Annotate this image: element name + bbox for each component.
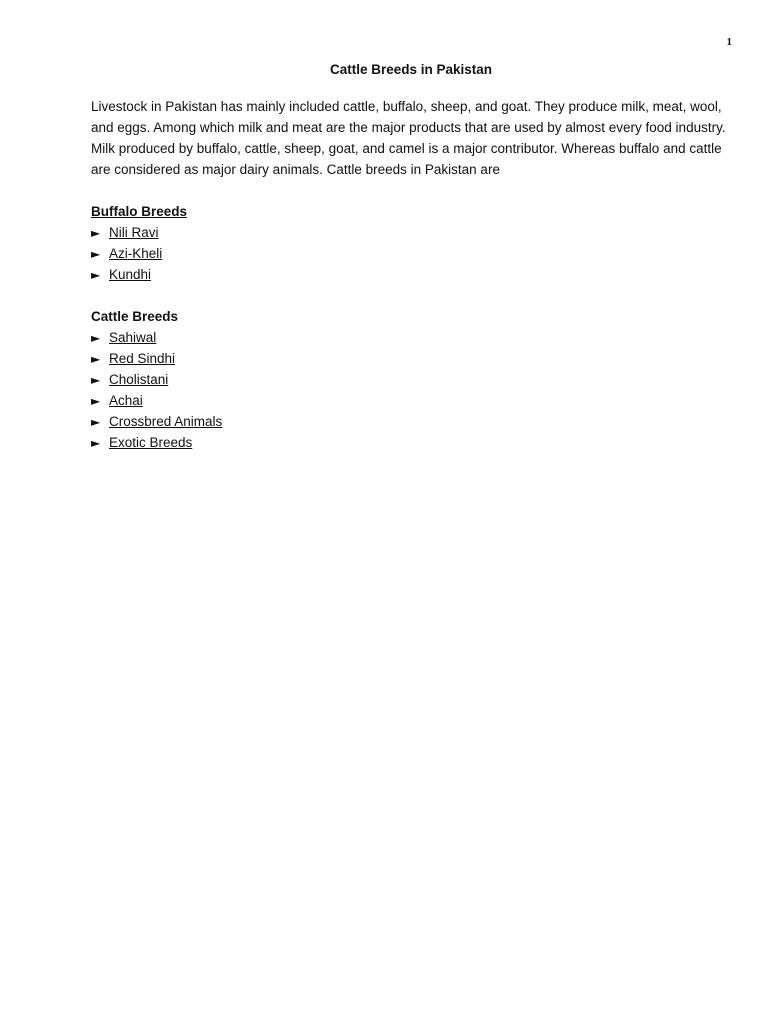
bullet-arrow-icon: ► <box>91 394 101 408</box>
list-item <box>91 243 731 264</box>
buffalo-breeds-heading: Buffalo Breeds <box>91 204 188 219</box>
bullet-arrow-icon: ► <box>91 226 101 240</box>
breed-link-red-sindhi[interactable]: Red Sindhi <box>109 351 176 366</box>
bullet-arrow-icon: ► <box>91 268 101 282</box>
list-item <box>91 390 731 411</box>
breed-link-nili-ravi[interactable]: Nili Ravi <box>109 225 159 240</box>
bullet-arrow-icon: ► <box>91 331 101 345</box>
bullet-arrow-icon: ► <box>91 373 101 387</box>
intro-paragraph: Livestock in Pakistan has mainly included cattle, buffalo, sheep, and goat. They produce milk, meat, wool, and eggs. Among which milk and meat are the major products that are used by almost every food industry. Milk produced by buffalo, cattle, sheep, goat, and camel is a major contributor. Whereas buffalo and cattle are considered as major dairy animals. Cattle breeds in Pakistan are <box>91 99 726 177</box>
breed-link-crossbred-animals[interactable]: Crossbred Animals <box>109 414 223 429</box>
document-title: Cattle Breeds in Pakistan <box>329 62 493 77</box>
breed-link-sahiwal[interactable]: Sahiwal <box>109 330 157 345</box>
breed-link-exotic-breeds[interactable]: Exotic Breeds <box>109 435 193 450</box>
document-body <box>91 96 731 474</box>
buffalo-breeds-list <box>91 222 731 285</box>
breed-link-cholistani[interactable]: Cholistani <box>109 372 169 387</box>
bullet-arrow-icon: ► <box>91 436 101 450</box>
cattle-breeds-section <box>91 306 731 453</box>
list-item <box>91 348 731 369</box>
list-item <box>91 222 731 243</box>
bullet-arrow-icon: ► <box>91 352 101 366</box>
page-number: 1 <box>726 36 732 48</box>
breed-link-azi-kheli[interactable]: Azi-Kheli <box>109 246 163 261</box>
list-item <box>91 411 731 432</box>
list-item <box>91 264 731 285</box>
cattle-breeds-list <box>91 327 731 453</box>
list-item <box>91 327 731 348</box>
buffalo-breeds-section <box>91 201 731 285</box>
breed-link-kundhi[interactable]: Kundhi <box>109 267 152 282</box>
breed-link-achai[interactable]: Achai <box>109 393 143 408</box>
list-item <box>91 369 731 390</box>
cattle-breeds-heading: Cattle Breeds <box>91 309 179 324</box>
bullet-arrow-icon: ► <box>91 247 101 261</box>
bullet-arrow-icon: ► <box>91 415 101 429</box>
list-item <box>91 432 731 453</box>
